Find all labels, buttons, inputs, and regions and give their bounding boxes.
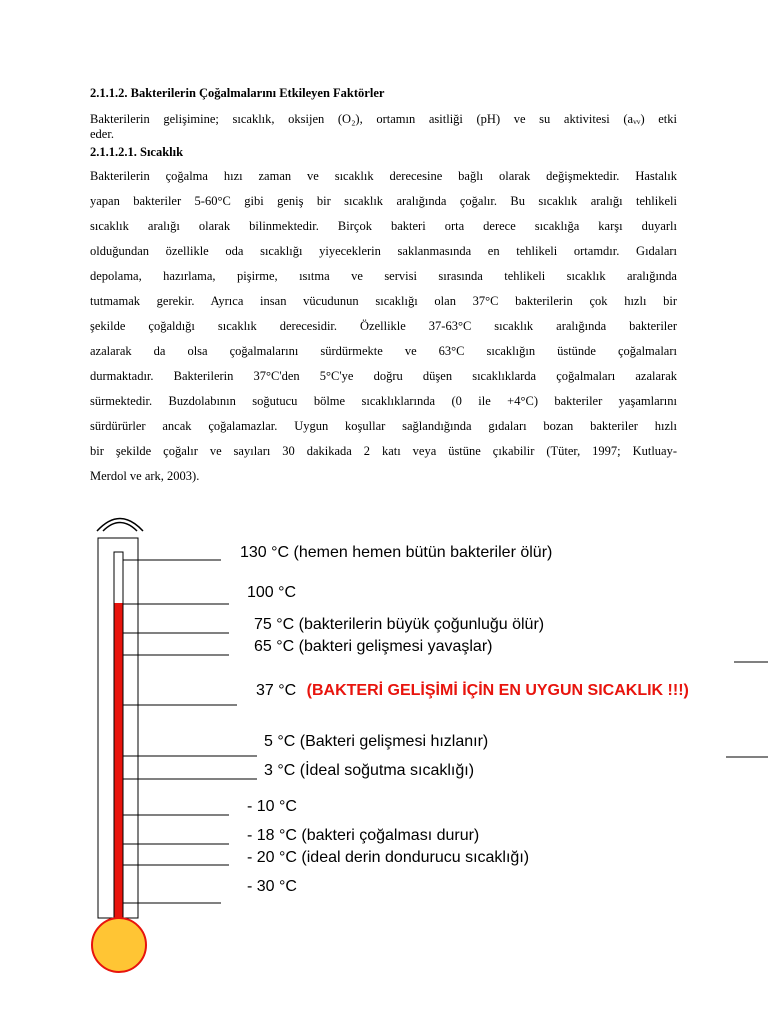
label-130: 130 °C (hemen hemen bütün bakteriler ölür) <box>240 544 553 561</box>
label-37-note: (BAKTERİ GELİŞİMİ İÇİN EN UYGUN SICAKLIK !!!) <box>306 682 689 699</box>
paragraph-line: Bakterilerin çoğalma hızı zaman ve sıcaklık derecesine bağlı olarak değişmektedir. Hastalık <box>90 169 677 183</box>
paragraph-line: bir şekilde çoğalır ve sayıları 30 dakikada 2 katı veya üstüne çıkabilir (Tüter, 1997; Kutluay- <box>90 444 677 458</box>
subheading: 2.1.1.2.1. Sıcaklık <box>90 145 184 159</box>
section-heading: 2.1.1.2. Bakterilerin Çoğalmalarını Etkileyen Faktörler <box>90 86 385 100</box>
thermometer-bulb <box>92 918 146 972</box>
paragraph-line: durmaktadır. Bakterilerin 37°C'den 5°C'ye doğru düşen sıcaklıklarda çoğalmaları azalarak <box>90 369 677 383</box>
label-37-temp: 37 °C <box>256 682 297 699</box>
paragraph-line: azalarak da olsa çoğalmalarını sürdürmekte ve 63°C sıcaklığın üstünde çoğalmaları <box>90 344 677 358</box>
paragraph-line: tutmamak gerekir. Ayrıca insan vücudunun sıcaklığı olan 37°C bakterilerin çok hızlı bir <box>90 294 677 308</box>
label-65: 65 °C (bakteri gelişmesi yavaşlar) <box>254 638 493 655</box>
label-75: 75 °C (bakterilerin büyük çoğunluğu ölür) <box>254 616 545 633</box>
paragraph-line: yapan bakteriler 5-60°C gibi geniş bir sıcaklık aralığında çoğalır. Bu sıcaklık aralığı tehlikeli <box>90 194 677 208</box>
label-m30: - 30 °C <box>247 878 297 895</box>
mercury-column <box>115 603 123 921</box>
label-m10: - 10 °C <box>247 798 297 815</box>
label-5: 5 °C (Bakteri gelişmesi hızlanır) <box>264 733 489 750</box>
paragraph-line: şekilde çoğaldığı sıcaklık derecesidir. Özellikle 37-63°C sıcaklık aralığında bakteriler <box>90 319 677 333</box>
label-3: 3 °C (İdeal soğutma sıcaklığı) <box>264 762 475 779</box>
paragraph-line: depolama, hazırlama, pişirme, ısıtma ve servisi sırasında tehlikeli sıcaklık aralığında <box>90 269 677 283</box>
paragraph-line: sürdürürler ancak çoğalamazlar. Uygun koşullar sağlandığında gıdaları bozan bakteriler hızlı <box>90 419 677 433</box>
paragraph-line: olduğundan özellikle oda sıcaklığı yiyeceklerin saklanmasında en tehlikeli ortamdır. Gıdaları <box>90 244 677 258</box>
paragraph-line: sıcaklık aralığı olarak bilinmektedir. Birçok bakteri orta derece sıcaklığa karşı duyarlı <box>90 219 677 233</box>
label-m18: - 18 °C (bakteri çoğalması durur) <box>247 827 480 844</box>
thermometer-cap-inner <box>103 523 137 532</box>
label-100: 100 °C <box>247 584 297 601</box>
paragraph-line: Merdol ve ark, 2003). <box>90 469 200 483</box>
intro-line-1: Bakterilerin gelişimine; sıcaklık, oksijen (O₂), ortamın asitliği (pH) ve su aktivitesi (aᵥᵥ) etki <box>90 112 677 126</box>
intro-line-2: eder. <box>90 127 114 141</box>
label-37 <box>256 682 689 700</box>
label-m20: - 20 °C (ideal derin dondurucu sıcaklığı) <box>247 849 530 866</box>
paragraph-line: sürmektedir. Buzdolabının soğutucu bölme sıcaklıklarında (0 ile +4°C) bakteriler yaşamlarını <box>90 394 677 408</box>
